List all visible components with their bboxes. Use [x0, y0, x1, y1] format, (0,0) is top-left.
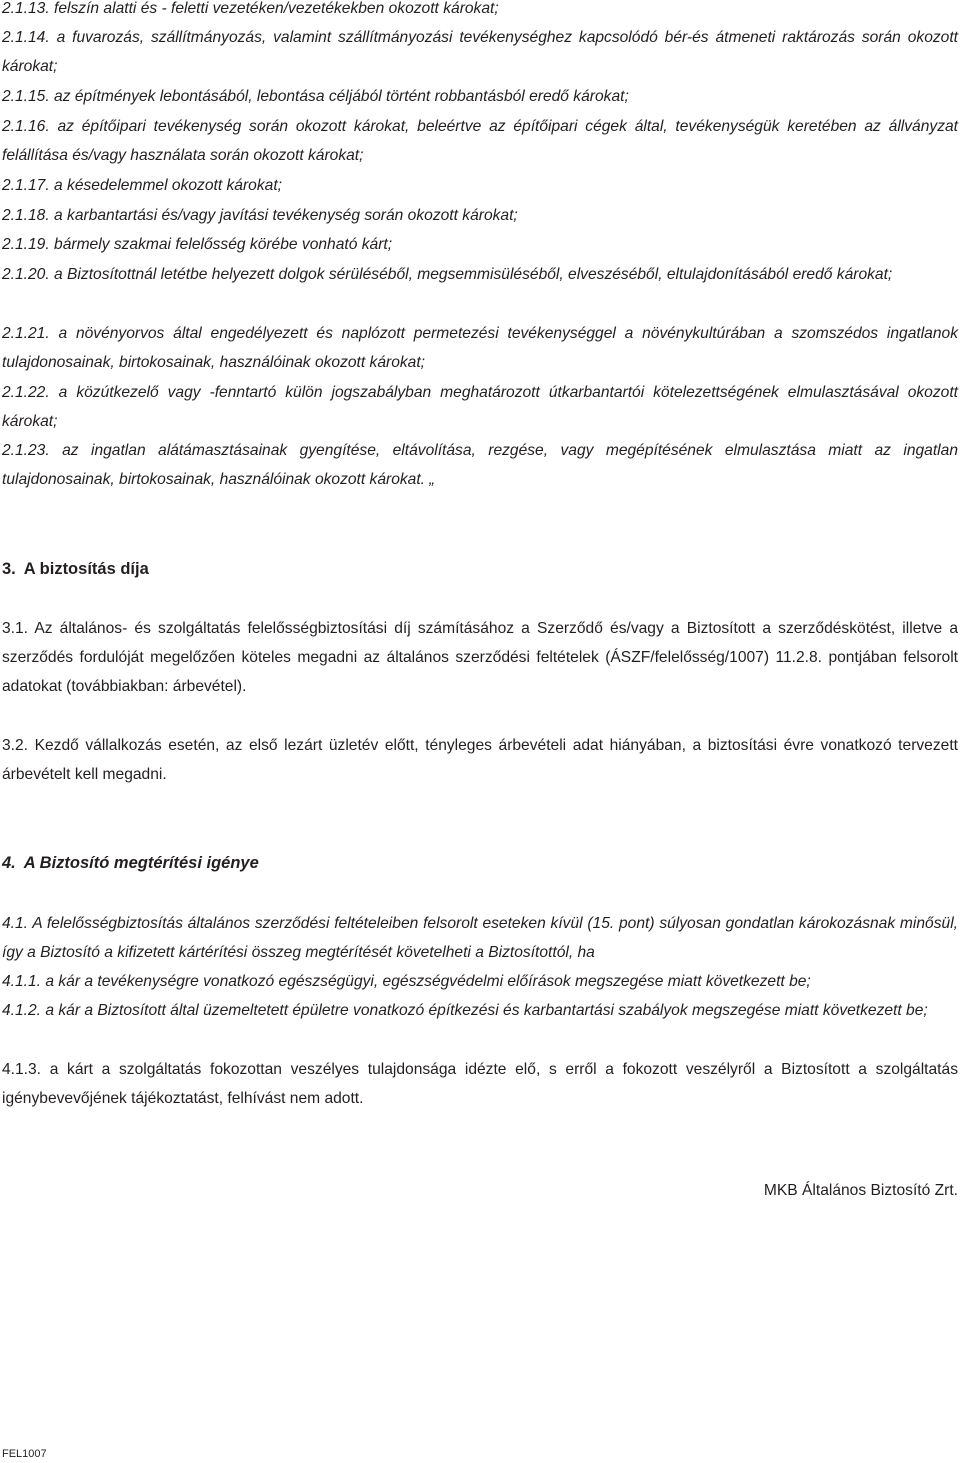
clause-2-1-23 — [2, 436, 958, 494]
clause-number: 2.1.20. — [2, 266, 50, 283]
clause-number: 4.1.1. — [2, 973, 42, 990]
clause-2-1-14 — [2, 23, 958, 81]
clause-text: bármely szakmai felelősség körébe vonható kárt; — [54, 236, 393, 253]
clause-text: a közútkezelő vagy -fenntartó külön jogszabályban meghatározott útkarbantartói kötelezettségének elmulasztásával okozott károkat; — [2, 384, 958, 430]
clause-text: a karbantartási és/vagy javítási tevékenység során okozott károkat; — [54, 207, 518, 224]
company-signature: MKB Általános Biztosító Zrt. — [763, 1182, 958, 1199]
clause-text: a növényorvos által engedélyezett és naplózott permetezési tevékenységgel a növénykultúrában a szomszédos ingatlanok tulajdonosainak, birtokosainak, használóinak okozott károkat; — [2, 325, 958, 371]
clause-number: 2.1.15. — [2, 88, 50, 105]
footer-document-code: FEL1007 — [2, 1448, 47, 1460]
clause-number: 2.1.16. — [2, 118, 50, 135]
paragraph-number: 3.1. — [2, 620, 29, 637]
clause-4-1 — [2, 909, 958, 967]
clause-text: a kár a Biztosított által üzemeltetett épületre vonatkozó építkezési és karbantartási szabályok megszegése miatt következett be; — [45, 1002, 928, 1019]
clause-number: 2.1.13. — [2, 0, 50, 17]
paragraph-number: 3.2. — [2, 737, 29, 754]
clause-number: 4.1.2. — [2, 1002, 42, 1019]
clause-number: 2.1.19. — [2, 236, 50, 253]
clause-2-1-16 — [2, 112, 958, 170]
paragraph-text: Az általános- és szolgáltatás felelősségbiztosítási díj számításához a Szerződő és/vagy a Biztosított a szerződéskötést, illetve a szerződés fordulóját megelőzően köteles megadni az általános szerződési feltételek (ÁSZF/felelősség/1007) 11.2.8. pontjában felsorolt adatokat (továbbiakban: árbevétel). — [2, 620, 958, 695]
clause-4-1-3 — [2, 1055, 958, 1113]
clause-text: a késedelemmel okozott károkat; — [54, 177, 282, 194]
clause-number: 2.1.23. — [2, 442, 50, 459]
clause-text: felszín alatti és - feletti vezetéken/vezetékekben okozott károkat; — [54, 0, 499, 17]
clause-text: az építmények lebontásából, lebontása céljából történt robbantásból eredő károkat; — [54, 88, 629, 105]
clause-number: 4.1. — [2, 915, 29, 932]
clause-text: az ingatlan alátámasztásainak gyengítése, eltávolítása, rezgése, vagy megépítésének elmulasztása miatt az ingatlan tulajdonosainak, birtokosainak, használóinak okozott károkat. „ — [2, 442, 958, 488]
clause-number: 2.1.14. — [2, 29, 50, 46]
paragraph-3-2 — [2, 731, 958, 789]
clause-number: 4.1.3. — [2, 1061, 42, 1078]
section-title: A biztosítás díja — [23, 560, 149, 578]
clause-2-1-22 — [2, 378, 958, 436]
clause-text: a fuvarozás, szállítmányozás, valamint szállítmányozási tevékenységhez kapcsolódó bér-és átmeneti raktározás során okozott károkat; — [2, 29, 958, 75]
section-title: A Biztosító megtérítési igénye — [23, 854, 259, 872]
section-number: 3. — [2, 560, 16, 578]
clause-number: 2.1.18. — [2, 207, 50, 224]
paragraph-3-1 — [2, 614, 958, 701]
clause-text: az építőipari tevékenység során okozott károkat, beleértve az építőipari cégek által, tevékenységük keretében az állványzat felállítása és/vagy használata során okozott károkat; — [2, 118, 958, 164]
section-3-heading — [2, 555, 149, 584]
clause-number: 2.1.21. — [2, 325, 50, 342]
clause-2-1-17 — [2, 171, 958, 200]
clause-2-1-15 — [2, 82, 958, 111]
clause-text: a kárt a szolgáltatás fokozottan veszélyes tulajdonsága idézte elő, s erről a fokozott veszélyről a Biztosított a szolgáltatás igénybevevőjének tájékoztatást, felhívást nem adott. — [2, 1061, 958, 1107]
clause-4-1-2 — [2, 996, 958, 1025]
paragraph-text: Kezdő vállalkozás esetén, az első lezárt üzletév előtt, tényleges árbevételi adat hiányában, a biztosítási évre vonatkozó tervezett árbevételt kell megadni. — [2, 737, 958, 783]
clause-number: 2.1.17. — [2, 177, 50, 194]
section-4-heading — [2, 849, 259, 878]
clause-text: a kár a tevékenységre vonatkozó egészségügyi, egészségvédelmi előírások megszegése miatt következett be; — [45, 973, 811, 990]
clause-2-1-19 — [2, 230, 958, 259]
clause-2-1-13 — [2, 0, 958, 23]
clause-2-1-18 — [2, 201, 958, 230]
clause-4-1-1 — [2, 967, 958, 996]
clause-2-1-20 — [2, 260, 958, 289]
clause-2-1-21 — [2, 319, 958, 377]
clause-text: A felelősségbiztosítás általános szerződési feltételeiben felsorolt eseteken kívül (15. pont) súlyosan gondatlan károkozásnak minősül, így a Biztosító a kifizetett kártérítési összeg megtérítését követelheti a Biztosítottól, ha — [2, 915, 958, 961]
section-number: 4. — [2, 854, 16, 872]
clause-text: a Biztosítottnál letétbe helyezett dolgok sérüléséből, megsemmisüléséből, elveszéséből, eltulajdonításából eredő károkat; — [54, 266, 893, 283]
clause-number: 2.1.22. — [2, 384, 50, 401]
